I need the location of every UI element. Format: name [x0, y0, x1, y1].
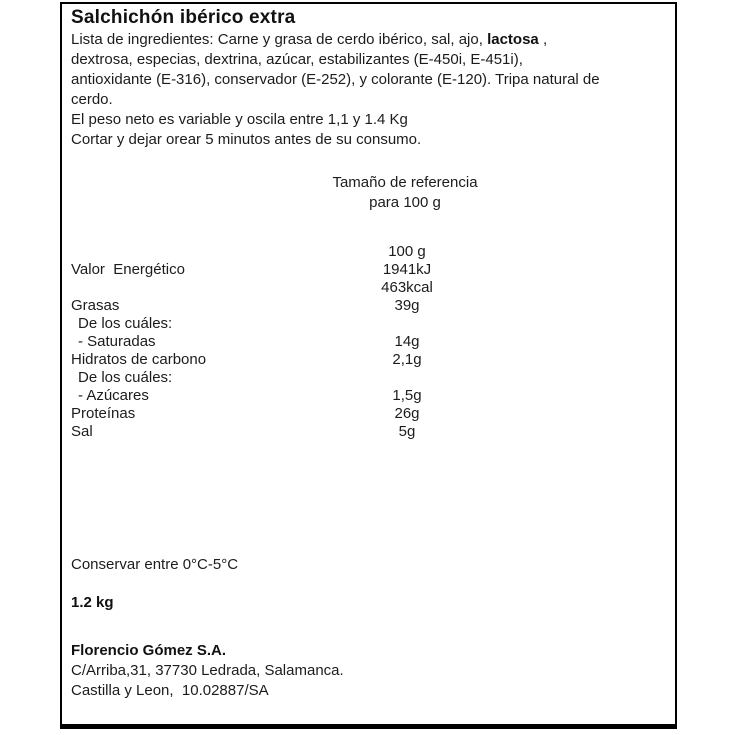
- nutrition-label: Hidratos de carbono: [71, 351, 207, 368]
- net-weight-note: El peso neto es variable y oscila entre 1,1 y 1.4 Kg: [71, 111, 408, 128]
- label-border-box: [60, 2, 677, 729]
- product-title: Salchichón ibérico extra: [71, 7, 296, 28]
- manufacturer-name: Florencio Gómez S.A.: [71, 642, 227, 659]
- nutrition-column-header: 100 g: [388, 243, 426, 260]
- nutrition-row-header: [71, 243, 667, 261]
- nutrition-label: Valor Energético: [71, 261, 185, 278]
- nutrition-row-of-which: [71, 315, 667, 333]
- nutrition-label: - Saturadas: [78, 333, 156, 350]
- ingredients-line: [71, 70, 667, 90]
- preparation-note: Cortar y dejar orear 5 minutos antes de su consumo.: [71, 131, 422, 148]
- allergen-highlight: lactosa: [487, 31, 539, 48]
- ingredients-text: Lista de ingredientes: Carne y grasa de cerdo ibérico, sal, ajo,: [71, 31, 488, 48]
- nutrition-label: De los cuáles:: [78, 369, 173, 386]
- nutrition-label: Proteínas: [71, 405, 136, 422]
- nutrition-row-energy-kj: [71, 261, 667, 279]
- nutrition-row-energy-kcal: [71, 279, 667, 297]
- ingredients-text: antioxidante (E-316), conservador (E-252), y colorante (E-120). Tripa natural de: [71, 71, 600, 88]
- nutrition-value: 14g: [394, 333, 420, 350]
- nutrition-label: - Azúcares: [78, 387, 149, 404]
- nutrition-row-sugars: [71, 387, 667, 405]
- ingredients-text: cerdo.: [71, 91, 113, 108]
- manufacturer-block: [71, 641, 667, 701]
- nutrition-label: Sal: [71, 423, 93, 440]
- reference-heading: [189, 173, 621, 213]
- nutrition-row-salt: [71, 423, 667, 441]
- manufacturer-address: C/Arriba,31, 37730 Ledrada, Salamanca.: [71, 662, 344, 679]
- manufacturer-region-registry: Castilla y Leon, 10.02887/SA: [71, 682, 269, 699]
- ingredients-list: [71, 30, 667, 110]
- nutrition-row-fat: [71, 297, 667, 315]
- ingredients-line: [71, 30, 667, 50]
- nutrition-row-saturates: [71, 333, 667, 351]
- storage-note: Conservar entre 0°C-5°C: [71, 556, 239, 573]
- ingredients-line: [71, 50, 667, 70]
- nutrition-value: 2,1g: [392, 351, 422, 368]
- nutrition-row-protein: [71, 405, 667, 423]
- nutrition-value: 1941kJ: [382, 261, 432, 278]
- nutrition-row-of-which: [71, 369, 667, 387]
- nutrition-value: 1,5g: [392, 387, 422, 404]
- nutrition-label: De los cuáles:: [78, 315, 173, 332]
- nutrition-value: 39g: [394, 297, 420, 314]
- nutrition-row-carbohydrate: [71, 351, 667, 369]
- nutrition-value: 26g: [394, 405, 420, 422]
- nutrition-value: 463kcal: [381, 279, 433, 296]
- nutrition-label: Grasas: [71, 297, 120, 314]
- ingredients-line: [71, 90, 667, 110]
- net-weight: 1.2 kg: [71, 594, 114, 611]
- reference-heading-line2: para 100 g: [369, 194, 441, 211]
- nutrition-table: [71, 243, 667, 441]
- reference-heading-line1: Tamaño de referencia: [332, 174, 478, 191]
- nutrition-value: 5g: [398, 423, 416, 440]
- ingredients-text: ,: [538, 31, 548, 48]
- ingredients-text: dextrosa, especias, dextrina, azúcar, estabilizantes (E-450i, E-451i),: [71, 51, 523, 68]
